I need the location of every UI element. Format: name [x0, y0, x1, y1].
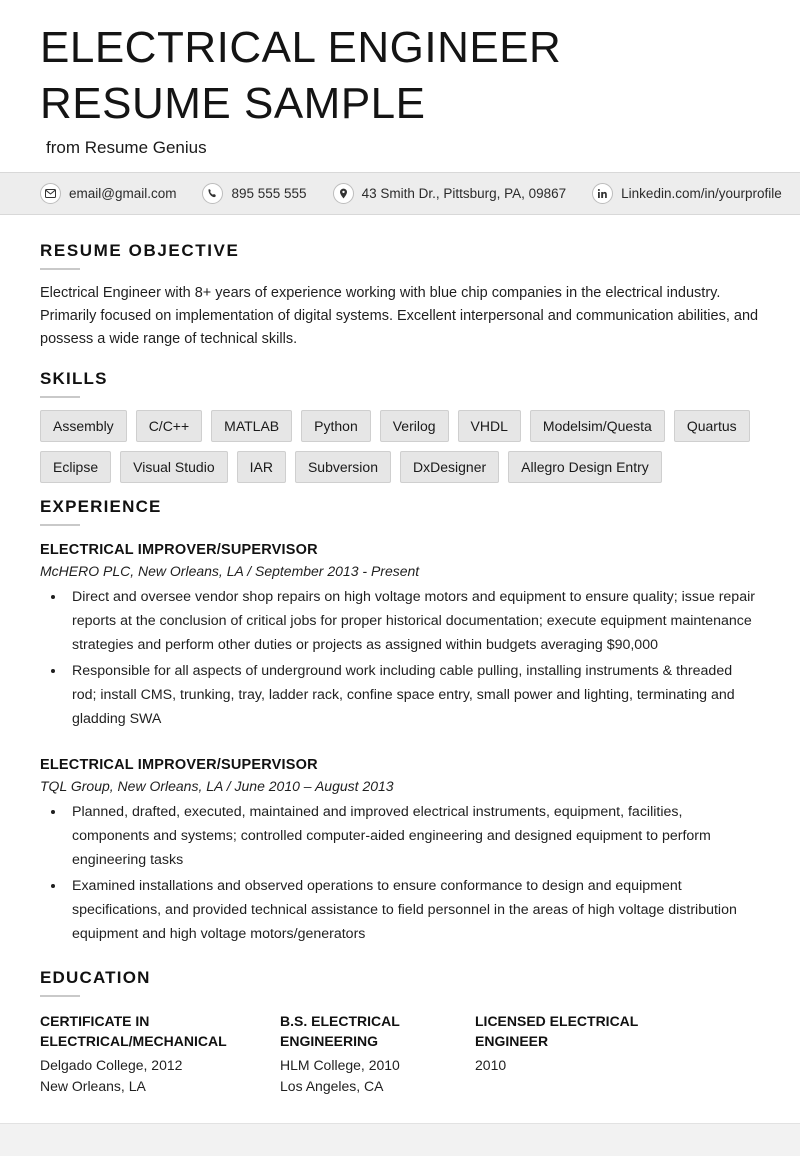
skill-chip: Quartus	[674, 410, 750, 442]
resume-header	[0, 14, 800, 158]
education-line: Los Angeles, CA	[280, 1078, 384, 1094]
job-bullets	[40, 585, 760, 731]
education-name: B.S. ELECTRICAL ENGINEERING	[280, 1013, 400, 1049]
job-title: ELECTRICAL IMPROVER/SUPERVISOR	[40, 757, 318, 773]
bullet-item: • Direct and oversee vendor shop repairs on high voltage motors and equipment to ensure quality; issue repair reports at the conclusion of critical jobs for proper historical documentation; execute equipment maintenance strategies and perform other duties or projects as assigned within budgets averaging $90,000	[66, 585, 760, 657]
skills-heading: SKILLS	[40, 369, 108, 388]
skill-chip: Modelsim/Questa	[530, 410, 665, 442]
job-bullets	[40, 800, 760, 946]
skills-row	[40, 410, 760, 442]
phone-icon	[202, 183, 223, 204]
education-heading: EDUCATION	[40, 968, 151, 987]
job-title: ELECTRICAL IMPROVER/SUPERVISOR	[40, 542, 318, 558]
skill-chip: Assembly	[40, 410, 127, 442]
skills-rule	[40, 396, 80, 398]
experience-rule	[40, 524, 80, 526]
envelope-icon	[40, 183, 61, 204]
bullet-item: • Responsible for all aspects of underground work including cable pulling, installing instruments & threaded rod; install CMS, trunking, tray, ladder rack, confine space entry, small power and lighting, terminating and gladding SWA	[66, 659, 760, 731]
objective-heading: RESUME OBJECTIVE	[40, 241, 240, 260]
page-footer-band	[0, 1123, 800, 1156]
skill-chip: VHDL	[458, 410, 521, 442]
education-line: 2010	[475, 1057, 507, 1073]
education-name: LICENSED ELECTRICAL ENGINEER	[475, 1013, 639, 1049]
skill-chip: Allegro Design Entry	[508, 451, 662, 483]
section-education	[40, 968, 760, 1097]
contact-phone[interactable]	[202, 183, 306, 204]
skill-chip: Eclipse	[40, 451, 111, 483]
education-entry	[40, 1011, 280, 1097]
contact-linkedin-text: Linkedin.com/in/yourprofile	[621, 186, 782, 201]
contact-linkedin[interactable]	[592, 183, 782, 204]
education-entry	[280, 1011, 475, 1097]
objective-rule	[40, 268, 80, 270]
education-line: New Orleans, LA	[40, 1078, 146, 1094]
skills-list	[40, 410, 760, 483]
experience-entry	[40, 757, 760, 946]
section-experience	[40, 497, 760, 946]
skill-chip: Verilog	[380, 410, 449, 442]
bullet-item: • Planned, drafted, executed, maintained and improved electrical instruments, equipment, facilities, components and systems; controlled computer-aided engineering and designed equipment to perform engineering tasks	[66, 800, 760, 872]
resume-body	[0, 241, 800, 1097]
experience-entry	[40, 542, 760, 731]
education-list	[40, 1011, 760, 1097]
contact-email-text: email@gmail.com	[69, 186, 177, 201]
education-line: Delgado College, 2012	[40, 1057, 183, 1073]
top-spacer	[0, 0, 800, 14]
skill-chip: Visual Studio	[120, 451, 227, 483]
linkedin-icon	[592, 183, 613, 204]
contact-email[interactable]	[40, 183, 176, 204]
contact-phone-text: 895 555 555	[231, 186, 307, 201]
section-objective	[40, 241, 760, 351]
education-line: HLM College, 2010	[280, 1057, 400, 1073]
job-meta: McHERO PLC, New Orleans, LA / September 2013 - Present	[40, 563, 420, 579]
header-subtitle: from Resume Genius	[46, 138, 207, 157]
skills-row	[40, 451, 760, 483]
objective-text: Electrical Engineer with 8+ years of experience working with blue chip companies in the electrical industry. Primarily focused on implementation of digital systems. Excellent interpersonal and communication abilities, and possess a wide range of technical skills.	[40, 285, 759, 347]
contact-address-text: 43 Smith Dr., Pittsburg, PA, 09867	[361, 186, 567, 201]
education-name: CERTIFICATE IN ELECTRICAL/MECHANICAL	[40, 1013, 227, 1049]
education-rule	[40, 995, 80, 997]
page-title: ELECTRICAL ENGINEER RESUME SAMPLE	[40, 23, 562, 128]
skill-chip: Subversion	[295, 451, 391, 483]
skill-chip: Python	[301, 410, 371, 442]
bullet-item: • Examined installations and observed operations to ensure conformance to design and equipment specifications, and provided technical assistance to field personnel in the areas of high voltage distribution equipment and high voltage motors/generators	[66, 874, 760, 946]
experience-heading: EXPERIENCE	[40, 497, 162, 516]
contact-bar	[0, 172, 800, 215]
education-entry	[475, 1011, 715, 1097]
skill-chip: IAR	[237, 451, 286, 483]
location-pin-icon	[333, 183, 354, 204]
job-meta: TQL Group, New Orleans, LA / June 2010 – August 2013	[40, 778, 394, 794]
contact-address[interactable]	[333, 183, 567, 204]
skill-chip: MATLAB	[211, 410, 292, 442]
section-skills	[40, 369, 760, 483]
skill-chip: C/C++	[136, 410, 202, 442]
skill-chip: DxDesigner	[400, 451, 499, 483]
